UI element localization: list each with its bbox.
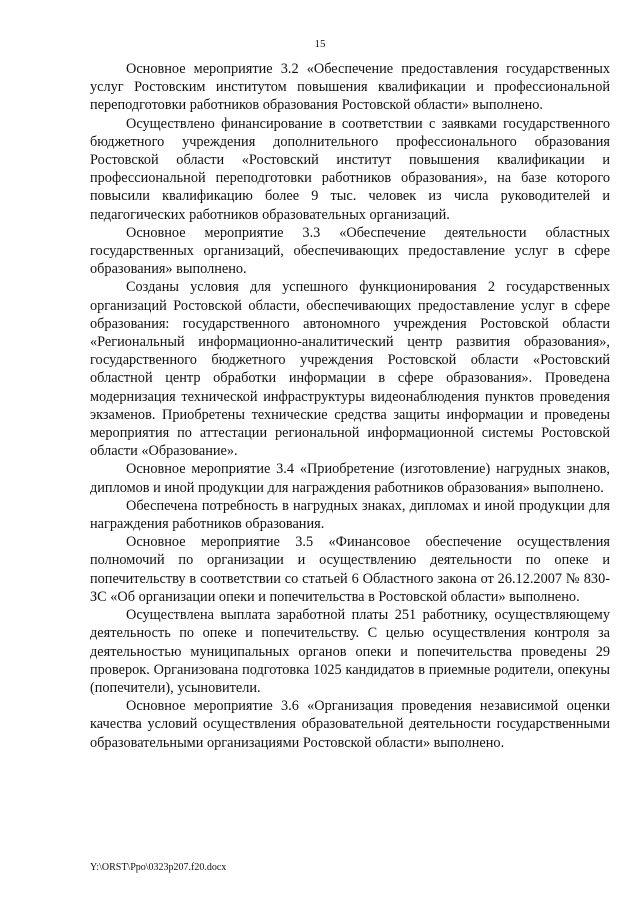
document-body: [90, 60, 610, 752]
paragraph-awards: Обеспечена потребность в нагрудных знаках, дипломах и иной продукции для награждения работников образования.: [90, 497, 610, 533]
paragraph-measure-3-2: Основное мероприятие 3.2 «Обеспечение предоставления государственных услуг Ростовским институтом повышения квалификации и профессиональной переподготовки работников образования Ростовской области» выполнено.: [90, 61, 610, 114]
page-number: 15: [314, 38, 326, 50]
paragraph-conditions: Созданы условия для успешного функционирования 2 государственных организаций Ростовской области, обеспечивающих предоставление услуг в сфере образования: государственного автономного учреждения Ростовской области «Региональный информационно-аналитический центр развития образования», государственного бюджетного учреждения Ростовской области «Ростовский областной центр обработки информации в сфере образования». Проведена модернизация технической инфраструктуры видеонаблюдения пунктов проведения экзаменов. Приобретены технические средства защиты информации и проведены мероприятия по аттестации региональной информационной системы Ростовской области «Образование».: [90, 279, 610, 460]
footer-file-path: Y:\ORST\Ppo\0323p207.f20.docx: [90, 862, 227, 873]
paragraph-measure-3-3: Основное мероприятие 3.3 «Обеспечение деятельности областных государственных организаций, обеспечивающих предоставление услуг в сфере образования» выполнено.: [90, 224, 610, 278]
paragraph-financing: Осуществлено финансирование в соответствии с заявками государственного бюджетного учреждения дополнительного профессионального образования Ростовской области «Ростовский институт повышения квалификации и профессиональной переподготовки работников образования», на базе которого повысили квалификацию более 9 тыс. человек из числа руководителей и педагогических работников образовательных организаций.: [90, 115, 610, 223]
paragraph-measure-3-4: Основное мероприятие 3.4 «Приобретение (изготовление) нагрудных знаков, дипломов и иной продукции для награждения работников образования» выполнено.: [90, 461, 610, 496]
paragraph-measure-3-5: Основное мероприятие 3.5 «Финансовое обеспечение осуществления полномочий по организации и осуществлению деятельности по опеке и попечительству в соответствии со статьей 6 Областного закона от 26.12.2007 № 830-ЗС «Об организации опеки и попечительства в Ростовской области» выполнено.: [90, 534, 610, 605]
paragraph-guardianship: Осуществлена выплата заработной платы 251 работнику, осуществляющему деятельность по опеке и попечительству. С целью осуществления контроля за деятельностью муниципальных органов опеки и попечительства проведены 29 проверок. Организована подготовка 1025 кандидатов в приемные родители, опекуны (попечители), усыновители.: [90, 607, 610, 696]
paragraph-measure-3-6: Основное мероприятие 3.6 «Организация проведения независимой оценки качества условий осуществления образовательной деятельности государственными образовательными организациями Ростовской области» выполнено.: [90, 698, 610, 751]
